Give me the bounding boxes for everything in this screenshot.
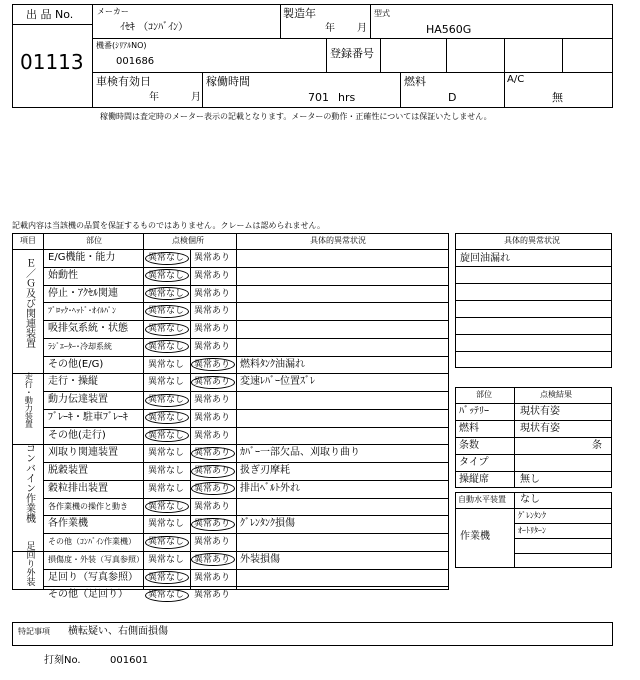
rt2-part: 条数 — [459, 440, 479, 451]
group-label-drive: 走行・動力装置 — [24, 372, 34, 428]
divider — [455, 300, 612, 301]
rt2-result: 現状有姿 — [520, 406, 560, 417]
year-label: 製造年 — [283, 7, 316, 20]
part-label: その他(E/G) — [48, 358, 104, 370]
divider — [43, 515, 449, 516]
status-abnormal: 異常あり — [194, 395, 231, 405]
divider — [455, 266, 612, 267]
detail-text: 外装損傷 — [240, 553, 280, 565]
divider — [92, 72, 613, 73]
divider — [190, 249, 191, 590]
serial-value: 001686 — [116, 56, 155, 67]
divider — [326, 38, 327, 72]
fuel-label: 燃料 — [404, 75, 426, 88]
status-normal: 異常なし — [148, 466, 185, 476]
rt2-unit: 条 — [592, 440, 602, 451]
rt2-part: タイプ — [459, 457, 489, 468]
divider — [455, 334, 612, 335]
divider — [12, 24, 92, 25]
circle-mark-normal — [145, 571, 189, 584]
part-label: その他(走行) — [48, 429, 106, 441]
status-normal: 異常なし — [148, 288, 185, 299]
status-abnormal: 異常あり — [194, 519, 231, 530]
part-label: 吸排気系統・状態 — [48, 323, 128, 334]
status-normal: 異常なし — [148, 537, 185, 547]
status-abnormal: 異常あり — [194, 466, 231, 476]
status-abnormal: 異常あり — [194, 448, 231, 459]
part-label: 走行・操縦 — [48, 376, 98, 388]
rt2-result: 現状有姿 — [520, 423, 560, 434]
part-label: 各作業機 — [48, 518, 88, 530]
year-unit-tsuki: 月 — [357, 23, 367, 34]
circle-mark-normal — [145, 500, 189, 513]
rt2-result: 無し — [520, 474, 540, 485]
meter-note: 稼働時間は査定時のメーター表示の記載となります。メーターの動作・正確性については保証いたしません。 — [100, 112, 492, 121]
divider — [514, 553, 612, 554]
auto-level-value: なし — [520, 494, 540, 505]
divider — [455, 351, 612, 352]
detail-text: 排出ﾍﾞﾙﾄ外れ — [240, 482, 300, 494]
status-abnormal: 異常あり — [194, 341, 231, 352]
divider — [455, 508, 612, 509]
divider — [43, 498, 449, 499]
col-check-header: 点検個所 — [172, 236, 204, 245]
part-label: ﾌﾞﾚｰｷ・駐車ﾌﾞﾚｰｷ — [48, 411, 128, 423]
status-normal: 異常なし — [148, 590, 185, 601]
rt2-col-part: 部位 — [476, 390, 492, 399]
stamp-value: 001601 — [110, 655, 149, 666]
part-label: 損傷度・外装（写真参照） — [48, 554, 144, 564]
remarks-value: 横転疑い、右側面損傷 — [68, 626, 168, 637]
rt2-col-result: 点検結果 — [540, 390, 572, 399]
maker-label: メーカー — [97, 7, 129, 16]
status-normal: 異常なし — [148, 483, 185, 494]
part-label: 脱穀装置 — [48, 465, 88, 476]
divider — [455, 471, 612, 472]
circle-mark-abnormal — [191, 447, 235, 460]
divider — [514, 492, 515, 568]
divider — [43, 586, 449, 587]
part-label: 各作業機の操作と動き — [48, 501, 128, 511]
col-detail-header: 具体的異常状況 — [310, 236, 366, 245]
status-abnormal: 異常あり — [194, 359, 231, 370]
detail-text: 扱ぎ刃摩耗 — [240, 465, 290, 476]
lot-number: 01113 — [20, 50, 84, 74]
part-label: 穀粒排出装置 — [48, 482, 108, 494]
status-normal: 異常なし — [148, 448, 185, 459]
status-normal: 異常なし — [148, 412, 185, 423]
divider — [514, 538, 612, 539]
divider — [92, 4, 93, 108]
status-abnormal: 異常あり — [194, 572, 231, 583]
divider — [12, 373, 449, 374]
status-normal: 異常なし — [148, 324, 185, 334]
right-detail-header: 具体的異常状況 — [504, 236, 560, 245]
divider — [43, 569, 449, 570]
divider — [43, 320, 449, 321]
circle-mark-normal — [145, 287, 189, 300]
status-normal: 異常なし — [148, 554, 185, 565]
divider — [455, 317, 612, 318]
status-abnormal: 異常あり — [194, 288, 231, 299]
status-abnormal: 異常あり — [194, 270, 231, 281]
status-abnormal: 異常あり — [194, 537, 231, 547]
maker-value: ｲｾｷ （ｺﾝﾊﾞｲﾝ） — [120, 22, 189, 33]
divider — [43, 462, 449, 463]
divider — [92, 38, 613, 39]
circle-mark-normal — [145, 589, 189, 602]
hours-value: 701 — [308, 91, 329, 104]
detail-text: 燃料ﾀﾝｸ油漏れ — [240, 358, 305, 370]
detail-text: ｶﾊﾞｰ一部欠品、刈取り曲り — [240, 447, 360, 459]
divider — [455, 420, 612, 421]
group-label-combine: コンバイン作業機 — [23, 443, 35, 523]
divider — [380, 38, 381, 72]
part-label: 停止・ｱｸｾﾙ関連 — [48, 287, 118, 299]
model-value: HA560G — [426, 23, 472, 36]
divider — [43, 285, 449, 286]
part-label: 動力伝達装置 — [48, 394, 108, 405]
divider — [280, 4, 281, 38]
divider — [455, 283, 612, 284]
divider — [43, 533, 449, 534]
col-item-header: 項目 — [20, 236, 36, 245]
part-label: E/G機能・能力 — [48, 252, 116, 263]
status-abnormal: 異常あり — [194, 253, 231, 263]
divider — [446, 38, 447, 72]
divider — [43, 338, 449, 339]
status-abnormal: 異常あり — [194, 590, 231, 601]
divider — [236, 233, 237, 590]
circle-mark-normal — [145, 252, 189, 265]
status-normal: 異常なし — [148, 519, 185, 530]
divider — [43, 267, 449, 268]
status-normal: 異常なし — [148, 430, 185, 441]
divider — [43, 391, 449, 392]
status-abnormal: 異常あり — [194, 306, 231, 317]
status-abnormal: 異常あり — [194, 430, 231, 441]
stamp-label: 打刻No. — [44, 655, 81, 666]
rt2-part: 操縦席 — [459, 474, 489, 485]
auto-level-label: 自動水平装置 — [458, 495, 506, 504]
circle-mark-normal — [145, 536, 189, 549]
hours-label: 稼働時間 — [206, 75, 250, 88]
rt2-part: ﾊﾞｯﾃﾘｰ — [459, 406, 489, 417]
status-abnormal: 異常あり — [194, 501, 231, 512]
circle-mark-normal — [145, 323, 189, 336]
divider — [43, 302, 449, 303]
inspection-label: 車検有効日 — [96, 75, 151, 88]
status-normal: 異常なし — [148, 253, 185, 263]
status-normal: 異常なし — [148, 395, 185, 405]
work-sub-row: ｵｰﾄﾘﾀｰﾝ — [518, 526, 546, 535]
inspection-tsuki: 月 — [191, 92, 201, 103]
status-abnormal: 異常あり — [194, 412, 231, 423]
divider — [143, 233, 144, 590]
part-label: ﾌﾞﾛｯｸ･ﾍｯﾄﾞ･ｵｲﾙﾊﾟﾝ — [48, 306, 116, 316]
part-label: 足回り（写真参照） — [48, 571, 138, 583]
status-normal: 異常なし — [148, 377, 185, 388]
divider — [455, 403, 612, 404]
divider — [562, 38, 563, 72]
group-label-undercarriage: 足回り外装 — [24, 541, 35, 586]
registration-label: 登録番号 — [330, 47, 374, 60]
divider — [514, 523, 612, 524]
divider — [43, 409, 449, 410]
circle-mark-normal — [145, 394, 189, 407]
fuel-value: D — [448, 91, 457, 104]
divider — [12, 551, 449, 552]
divider — [504, 72, 505, 108]
status-abnormal: 異常あり — [194, 377, 231, 388]
detail-text: 変速ﾚﾊﾞｰ位置ｽﾞﾚ — [240, 376, 315, 388]
divider — [12, 444, 449, 445]
remarks-label: 特記事項 — [18, 627, 50, 636]
serial-label: 機番(ｼﾘｱﾙNO) — [96, 41, 147, 50]
rt2-part: 燃料 — [459, 423, 479, 434]
divider — [43, 480, 449, 481]
circle-mark-abnormal — [191, 358, 235, 371]
work-sub-row: ｸﾞﾚﾝﾀﾝｸ — [518, 511, 546, 520]
year-unit-nen: 年 — [325, 23, 335, 34]
status-normal: 異常なし — [148, 306, 185, 317]
status-normal: 異常なし — [148, 501, 185, 512]
ac-value: 無 — [552, 91, 563, 104]
part-label: ﾗｼﾞｴｰﾀｰ･冷却系統 — [48, 341, 112, 351]
hours-unit: hrs — [338, 91, 356, 104]
part-label: その他（ｺﾝﾊﾞｲﾝ作業機） — [48, 537, 136, 546]
part-label: 始動性 — [48, 269, 78, 281]
work-machine-label: 作業機 — [460, 531, 490, 542]
divider — [504, 38, 505, 72]
status-abnormal: 異常あり — [194, 483, 231, 494]
divider — [12, 249, 449, 250]
detail-text: ｸﾞﾚﾝﾀﾝｸ損傷 — [240, 518, 295, 530]
model-label: 型式 — [374, 9, 390, 18]
divider — [400, 72, 401, 108]
divider — [455, 249, 612, 250]
ac-label: A/C — [507, 74, 525, 85]
divider — [43, 233, 44, 590]
status-normal: 異常なし — [148, 572, 185, 583]
status-normal: 異常なし — [148, 341, 185, 352]
circle-mark-abnormal — [191, 465, 235, 478]
status-normal: 異常なし — [148, 270, 185, 281]
divider — [455, 454, 612, 455]
divider — [43, 427, 449, 428]
part-label: 刈取り関連装置 — [48, 447, 118, 459]
divider — [370, 4, 371, 38]
divider — [202, 72, 203, 108]
quality-note: 記載内容は当該機の品質を保証するものではありません。クレームは認められません。 — [12, 221, 325, 230]
inspection-nen: 年 — [149, 92, 159, 103]
lot-label: 出 品 No. — [26, 8, 74, 21]
group-label-eg: Ｅ／Ｇ及び関連装置 — [23, 258, 35, 348]
circle-mark-abnormal — [191, 518, 235, 531]
status-normal: 異常なし — [148, 359, 185, 370]
divider — [43, 356, 449, 357]
part-label: その他（足回り） — [48, 589, 128, 601]
circle-mark-normal — [145, 305, 189, 318]
circle-mark-normal — [145, 429, 189, 442]
divider — [455, 437, 612, 438]
status-abnormal: 異常あり — [194, 554, 231, 565]
status-abnormal: 異常あり — [194, 324, 231, 334]
right-detail-row: 旋回油漏れ — [460, 253, 510, 264]
col-part-header: 部位 — [86, 236, 102, 245]
circle-mark-abnormal — [191, 376, 235, 389]
